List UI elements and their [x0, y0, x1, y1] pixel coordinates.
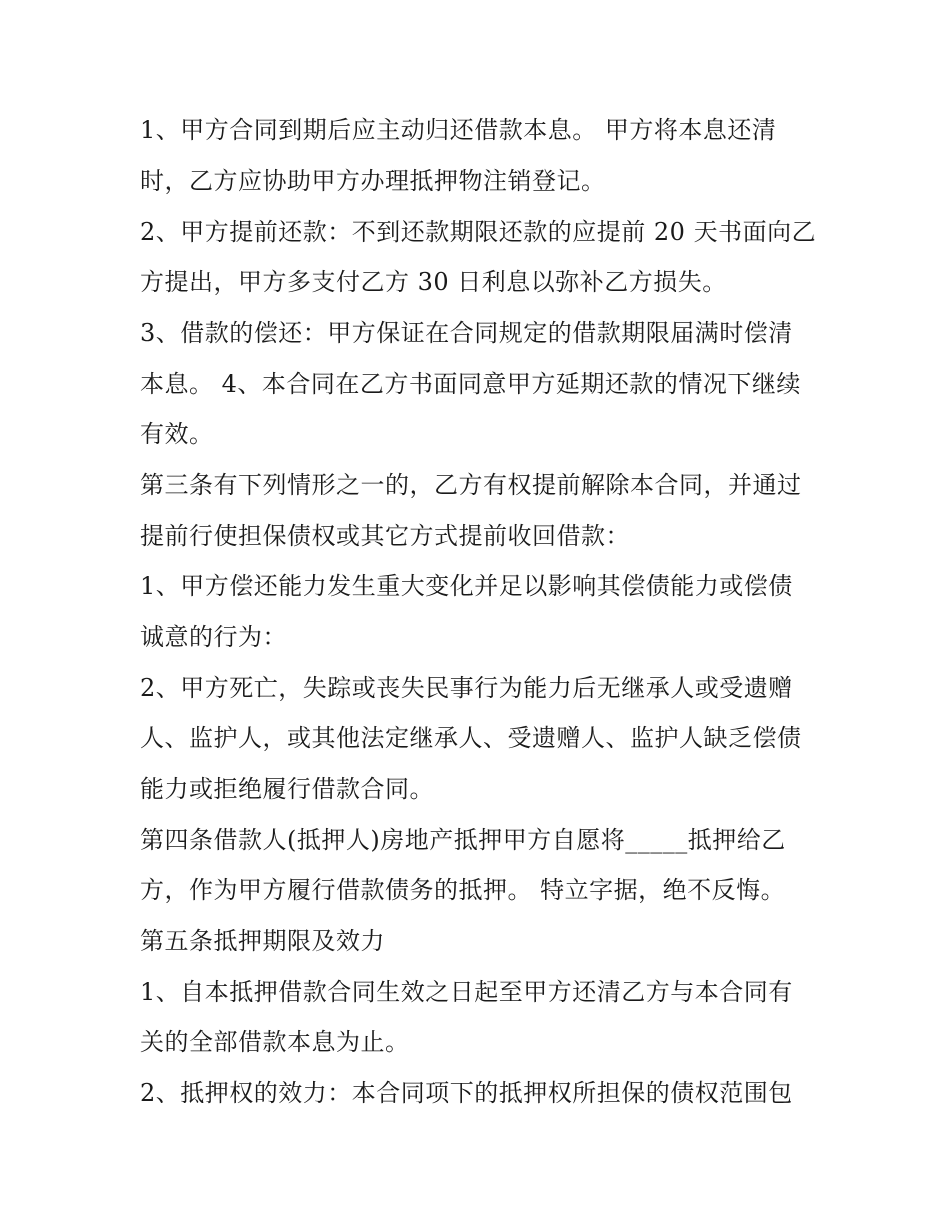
text-line: 3、借款的偿还：甲方保证在合同规定的借款期限届满时偿清 [140, 319, 793, 347]
text-line: 1、甲方合同到期后应主动归还借款本息。 甲方将本息还清 [140, 116, 777, 144]
text-line: 第三条有下列情形之一的，乙方有权提前解除本合同，并通过 [140, 471, 802, 499]
text-line: 2、甲方提前还款：不到还款期限还款的应提前 20 天书面向乙 [140, 218, 817, 246]
text-line: 时，乙方应协助甲方办理抵押物注销登记。 [140, 167, 606, 195]
text-line: 第五条抵押期限及效力 [140, 927, 385, 955]
text-line: 本息。 4、本合同在乙方书面同意甲方延期还款的情况下继续 [140, 370, 801, 398]
text-line: 第四条借款人(抵押人)房地产抵押甲方自愿将_____抵押给乙 [140, 826, 786, 854]
text-line: 有效。 [140, 420, 214, 448]
text-line: 2、甲方死亡，失踪或丧失民事行为能力后无继承人或受遗赠 [140, 674, 793, 702]
text-line: 2、抵押权的效力：本合同项下的抵押权所担保的债权范围包 [140, 1079, 793, 1107]
text-line: 能力或拒绝履行借款合同。 [140, 775, 434, 803]
text-line: 诚意的行为： [140, 623, 287, 651]
text-line: 提前行使担保债权或其它方式提前收回借款： [140, 522, 630, 550]
text-line: 1、甲方偿还能力发生重大变化并足以影响其偿债能力或偿债 [140, 572, 793, 600]
text-line: 1、自本抵押借款合同生效之日起至甲方还清乙方与本合同有 [140, 978, 793, 1006]
text-line: 关的全部借款本息为止。 [140, 1028, 410, 1056]
text-line: 方，作为甲方履行借款债务的抵押。 特立字据，绝不反悔。 [140, 876, 786, 904]
text-line: 方提出，甲方多支付乙方 30 日利息以弥补乙方损失。 [140, 268, 727, 296]
text-line: 人、监护人，或其他法定继承人、受遗赠人、监护人缺乏偿债 [140, 724, 802, 752]
